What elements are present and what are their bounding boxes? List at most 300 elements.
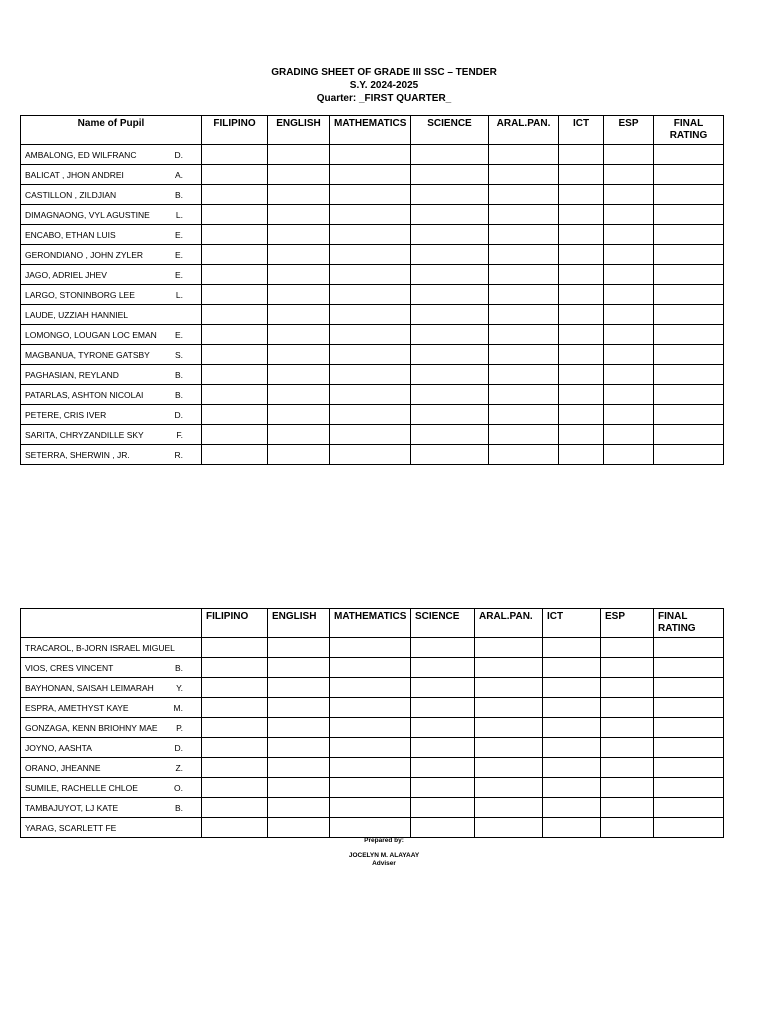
grade-cell [330,285,411,305]
grade-cell [411,185,489,205]
grade-cell [489,245,559,265]
grade-cell [268,718,330,738]
grade-cell [604,345,654,365]
grade-cell [475,658,543,678]
grade-cell [654,345,724,365]
table-row [21,698,724,718]
pupil-initial: M. [173,702,183,713]
grade-cell [268,245,330,265]
subject-header: ARAL.PAN. [489,116,559,145]
grade-cell [543,818,601,838]
grade-cell [604,365,654,385]
pupil-name: AMBALONG, ED WILFRANC [25,149,137,160]
grade-cell [601,698,654,718]
pupil-initial: B. [174,662,183,673]
subject-header: ESP [604,116,654,145]
grade-cell [202,245,268,265]
grade-cell [489,285,559,305]
grade-cell [654,698,724,718]
grade-cell [411,305,489,325]
grade-cell [654,638,724,658]
grade-cell [268,305,330,325]
grade-cell [330,778,411,798]
prepared-by-label: Prepared by: [364,837,404,844]
grade-cell [654,305,724,325]
pupil-cell [21,165,202,185]
grade-cell [475,638,543,658]
grade-cell [411,385,489,405]
grade-cell [202,738,268,758]
pupil-cell [21,145,202,165]
pupil-name: PETERE, CRIS IVER [25,409,107,420]
pupil-name: CASTILLON , ZILDJIAN [25,189,117,200]
grade-cell [268,778,330,798]
grade-cell [475,798,543,818]
grade-cell [202,325,268,345]
pupil-cell [21,225,202,245]
grade-cell [330,738,411,758]
subject-header: SCIENCE [411,116,489,145]
grade-cell [654,405,724,425]
grade-cell [330,638,411,658]
grade-cell [202,305,268,325]
pupil-name: MAGBANUA, TYRONE GATSBY [25,349,150,360]
table-row [21,285,724,305]
grade-cell [202,425,268,445]
grade-cell [654,285,724,305]
grade-cell [559,385,604,405]
grade-cell [559,265,604,285]
grade-cell [330,385,411,405]
grade-cell [202,185,268,205]
pupil-cell [21,445,202,465]
pupil-cell [21,245,202,265]
subject-header: ICT [559,116,604,145]
grade-cell [654,165,724,185]
grade-cell [411,285,489,305]
grade-cell [601,818,654,838]
grade-cell [202,345,268,365]
subject-header: FILIPINO [202,116,268,145]
subject-header: MATHEMATICS [330,609,411,638]
grade-cell [559,365,604,385]
grade-cell [268,165,330,185]
grade-cell [202,445,268,465]
pupil-name: ENCABO, ETHAN LUIS [25,229,116,240]
grade-cell [411,638,475,658]
grade-cell [411,445,489,465]
table-row [21,778,724,798]
grade-cell [330,658,411,678]
grade-cell [202,405,268,425]
grade-cell [475,738,543,758]
subject-header: ENGLISH [268,609,330,638]
pupil-cell [21,405,202,425]
subject-header: SCIENCE [411,609,475,638]
grade-cell [268,758,330,778]
grade-cell [411,425,489,445]
pupil-initial: B. [174,369,183,380]
grade-cell [601,678,654,698]
pupil-cell [21,385,202,405]
grade-cell [268,678,330,698]
grade-cell [268,225,330,245]
grade-cell [330,425,411,445]
grade-cell [330,445,411,465]
grade-cell [330,305,411,325]
pupil-name: PATARLAS, ASHTON NICOLAI [25,389,144,400]
grade-cell [330,818,411,838]
pupil-cell [21,365,202,385]
subject-header: ARAL.PAN. [475,609,543,638]
table-row [21,405,724,425]
subject-header: FILIPINO [202,609,268,638]
pupil-initial: Z. [175,762,183,773]
table-row [21,145,724,165]
grade-cell [411,798,475,818]
pupil-cell [21,658,202,678]
pupil-initial: E. [174,229,183,240]
table-header-row [21,116,724,145]
pupil-name: SETERRA, SHERWIN , JR. [25,449,130,460]
grade-cell [268,698,330,718]
grade-cell [654,185,724,205]
name-of-pupil-header: Name of Pupil [21,116,202,145]
grade-cell [604,225,654,245]
grade-cell [202,658,268,678]
pupil-cell [21,345,202,365]
grade-cell [489,405,559,425]
table-row [21,638,724,658]
grade-cell [559,305,604,325]
grade-cell [489,345,559,365]
pupil-name: DIMAGNAONG, VYL AGUSTINE [25,209,150,220]
pupil-cell [21,818,202,838]
pupil-name: GONZAGA, KENN BRIOHNY MAE [25,722,158,733]
pupil-name: YARAG, SCARLETT FE [25,822,117,833]
subject-header: ICT [543,609,601,638]
grade-cell [411,738,475,758]
grade-cell [268,205,330,225]
grade-cell [268,145,330,165]
grade-cell [411,245,489,265]
name-header-empty [21,609,202,638]
grade-cell [654,365,724,385]
table-row [21,205,724,225]
school-year: S.Y. 2024-2025 [349,80,419,91]
grade-cell [268,405,330,425]
pupil-initial: D. [174,742,183,753]
grade-cell [268,345,330,365]
adviser-name: JOCELYN M. ALAYAAY [348,852,420,859]
grade-cell [330,165,411,185]
grade-cell [654,425,724,445]
table-row [21,265,724,285]
pupil-initial: E. [174,269,183,280]
grade-cell [411,325,489,345]
grade-cell [543,718,601,738]
table-row [21,185,724,205]
pupil-initial: R. [174,449,183,460]
pupil-cell [21,285,202,305]
pupil-initial: B. [174,189,183,200]
grade-cell [654,145,724,165]
pupil-cell [21,738,202,758]
grade-cell [475,758,543,778]
grade-cell [604,145,654,165]
grade-cell [654,658,724,678]
grade-cell [330,265,411,285]
quarter-label: Quarter: _FIRST QUARTER_ [316,93,452,104]
grade-cell [411,265,489,285]
table-row [21,225,724,245]
grade-cell [654,758,724,778]
grade-cell [604,425,654,445]
grade-cell [601,638,654,658]
grade-cell [202,798,268,818]
grade-cell [543,698,601,718]
grade-cell [475,778,543,798]
grade-cell [489,265,559,285]
grade-cell [654,225,724,245]
grade-cell [654,265,724,285]
grade-cell [559,285,604,305]
grade-cell [202,698,268,718]
grade-cell [202,205,268,225]
grade-cell [411,145,489,165]
grade-cell [489,425,559,445]
grade-cell [601,778,654,798]
grade-cell [601,738,654,758]
grade-cell [543,778,601,798]
grade-cell [268,185,330,205]
pupil-name: GERONDIANO , JOHN ZYLER [25,249,144,260]
grade-cell [411,165,489,185]
pupil-name: SUMILE, RACHELLE CHLOE [25,782,138,793]
pupil-initial: Y. [176,682,183,693]
pupil-initial: L. [175,289,183,300]
grade-cell [330,225,411,245]
pupil-cell [21,758,202,778]
grade-cell [330,365,411,385]
grade-cell [411,818,475,838]
subject-header: FINAL RATING [654,116,724,145]
pupil-name: VIOS, CRES VINCENT [25,662,114,673]
grade-cell [330,145,411,165]
grade-cell [202,225,268,245]
table-row [21,165,724,185]
pupil-cell [21,265,202,285]
grade-cell [559,345,604,365]
grade-cell [330,678,411,698]
pupil-name: ESPRA, AMETHYST KAYE [25,702,129,713]
pupil-cell [21,305,202,325]
grade-cell [202,285,268,305]
pupil-initial: B. [174,389,183,400]
grade-cell [654,798,724,818]
grade-cell [604,305,654,325]
grade-cell [604,245,654,265]
grade-cell [268,638,330,658]
grade-cell [559,325,604,345]
grade-cell [654,445,724,465]
grade-cell [543,798,601,818]
grade-cell [489,145,559,165]
grade-cell [543,638,601,658]
grade-cell [604,325,654,345]
grade-cell [604,445,654,465]
grade-cell [411,778,475,798]
grade-cell [202,778,268,798]
grade-cell [475,698,543,718]
grade-cell [489,205,559,225]
grade-cell [268,738,330,758]
pupil-name: JAGO, ADRIEL JHEV [25,269,107,280]
grade-cell [202,718,268,738]
table-row [21,365,724,385]
pupil-initial: O. [174,782,183,793]
pupil-initial: S. [174,349,183,360]
table-row [21,818,724,838]
grade-cell [489,225,559,245]
grade-cell [654,738,724,758]
pupil-initial: L. [175,209,183,220]
pupil-cell [21,325,202,345]
pupil-initial: B. [174,802,183,813]
grade-cell [268,798,330,818]
table-row [21,445,724,465]
pupil-cell [21,678,202,698]
grade-cell [268,325,330,345]
grade-cell [411,658,475,678]
grade-cell [202,145,268,165]
grade-cell [489,365,559,385]
grade-cell [604,385,654,405]
pupil-name: SARITA, CHRYZANDILLE SKY [25,429,144,440]
pupil-name: PAGHASIAN, REYLAND [25,369,119,380]
grade-cell [559,445,604,465]
grade-cell [654,678,724,698]
pupil-name: LARGO, STONINBORG LEE [25,289,135,300]
grade-cell [330,245,411,265]
grade-cell [601,798,654,818]
grade-cell [411,205,489,225]
table-row [21,345,724,365]
grade-cell [268,365,330,385]
grade-cell [601,658,654,678]
grade-cell [475,678,543,698]
pupil-cell [21,718,202,738]
subject-header: ESP [601,609,654,638]
pupil-name: ORANO, JHEANNE [25,762,101,773]
pupil-cell [21,425,202,445]
pupil-cell [21,638,202,658]
grade-cell [411,758,475,778]
table-row [21,738,724,758]
grade-cell [604,205,654,225]
grade-cell [411,698,475,718]
pupil-name: LAUDE, UZZIAH HANNIEL [25,309,128,320]
grade-cell [654,325,724,345]
grade-cell [654,818,724,838]
table-row [21,718,724,738]
pupil-name: TAMBAJUYOT, LJ KATE [25,802,119,813]
pupil-cell [21,185,202,205]
grade-cell [330,405,411,425]
pupil-cell [21,205,202,225]
pupil-initial: E. [174,329,183,340]
table-row [21,245,724,265]
pupil-initial: E. [174,249,183,260]
grade-cell [330,798,411,818]
grade-cell [654,205,724,225]
grade-cell [604,405,654,425]
table-row [21,305,724,325]
grade-cell [268,385,330,405]
grade-cell [202,638,268,658]
grade-cell [475,818,543,838]
grade-cell [268,445,330,465]
grade-cell [330,718,411,738]
grade-cell [559,225,604,245]
table-row [21,658,724,678]
subject-header: MATHEMATICS [330,116,411,145]
grade-cell [330,325,411,345]
grade-cell [559,205,604,225]
grade-cell [604,285,654,305]
grade-cell [411,365,489,385]
table-row [21,385,724,405]
grade-cell [411,345,489,365]
grade-cell [601,758,654,778]
grade-cell [202,265,268,285]
pupil-cell [21,798,202,818]
grade-cell [543,658,601,678]
grade-cell [202,758,268,778]
grade-cell [202,365,268,385]
grade-cell [411,225,489,245]
pupil-name: JOYNO, AASHTA [25,742,92,753]
grade-cell [654,778,724,798]
grade-cell [489,325,559,345]
pupil-initial: P. [176,722,183,733]
grade-cell [604,265,654,285]
grade-cell [559,405,604,425]
table-row [21,678,724,698]
grade-cell [489,385,559,405]
grade-cell [330,758,411,778]
grade-cell [268,425,330,445]
grade-cell [654,385,724,405]
grade-cell [202,818,268,838]
grade-cell [411,718,475,738]
grade-cell [489,165,559,185]
grade-cell [543,678,601,698]
grade-cell [202,678,268,698]
grade-cell [202,385,268,405]
sheet-title: GRADING SHEET OF GRADE III SSC – TENDER [271,67,497,78]
subject-header: ENGLISH [268,116,330,145]
grade-cell [330,185,411,205]
grading-table-2 [20,608,724,838]
grade-cell [654,718,724,738]
grade-cell [543,738,601,758]
table-row [21,798,724,818]
pupil-cell [21,698,202,718]
grade-cell [268,285,330,305]
pupil-name: BALICAT , JHON ANDREI [25,169,124,180]
grade-cell [559,185,604,205]
